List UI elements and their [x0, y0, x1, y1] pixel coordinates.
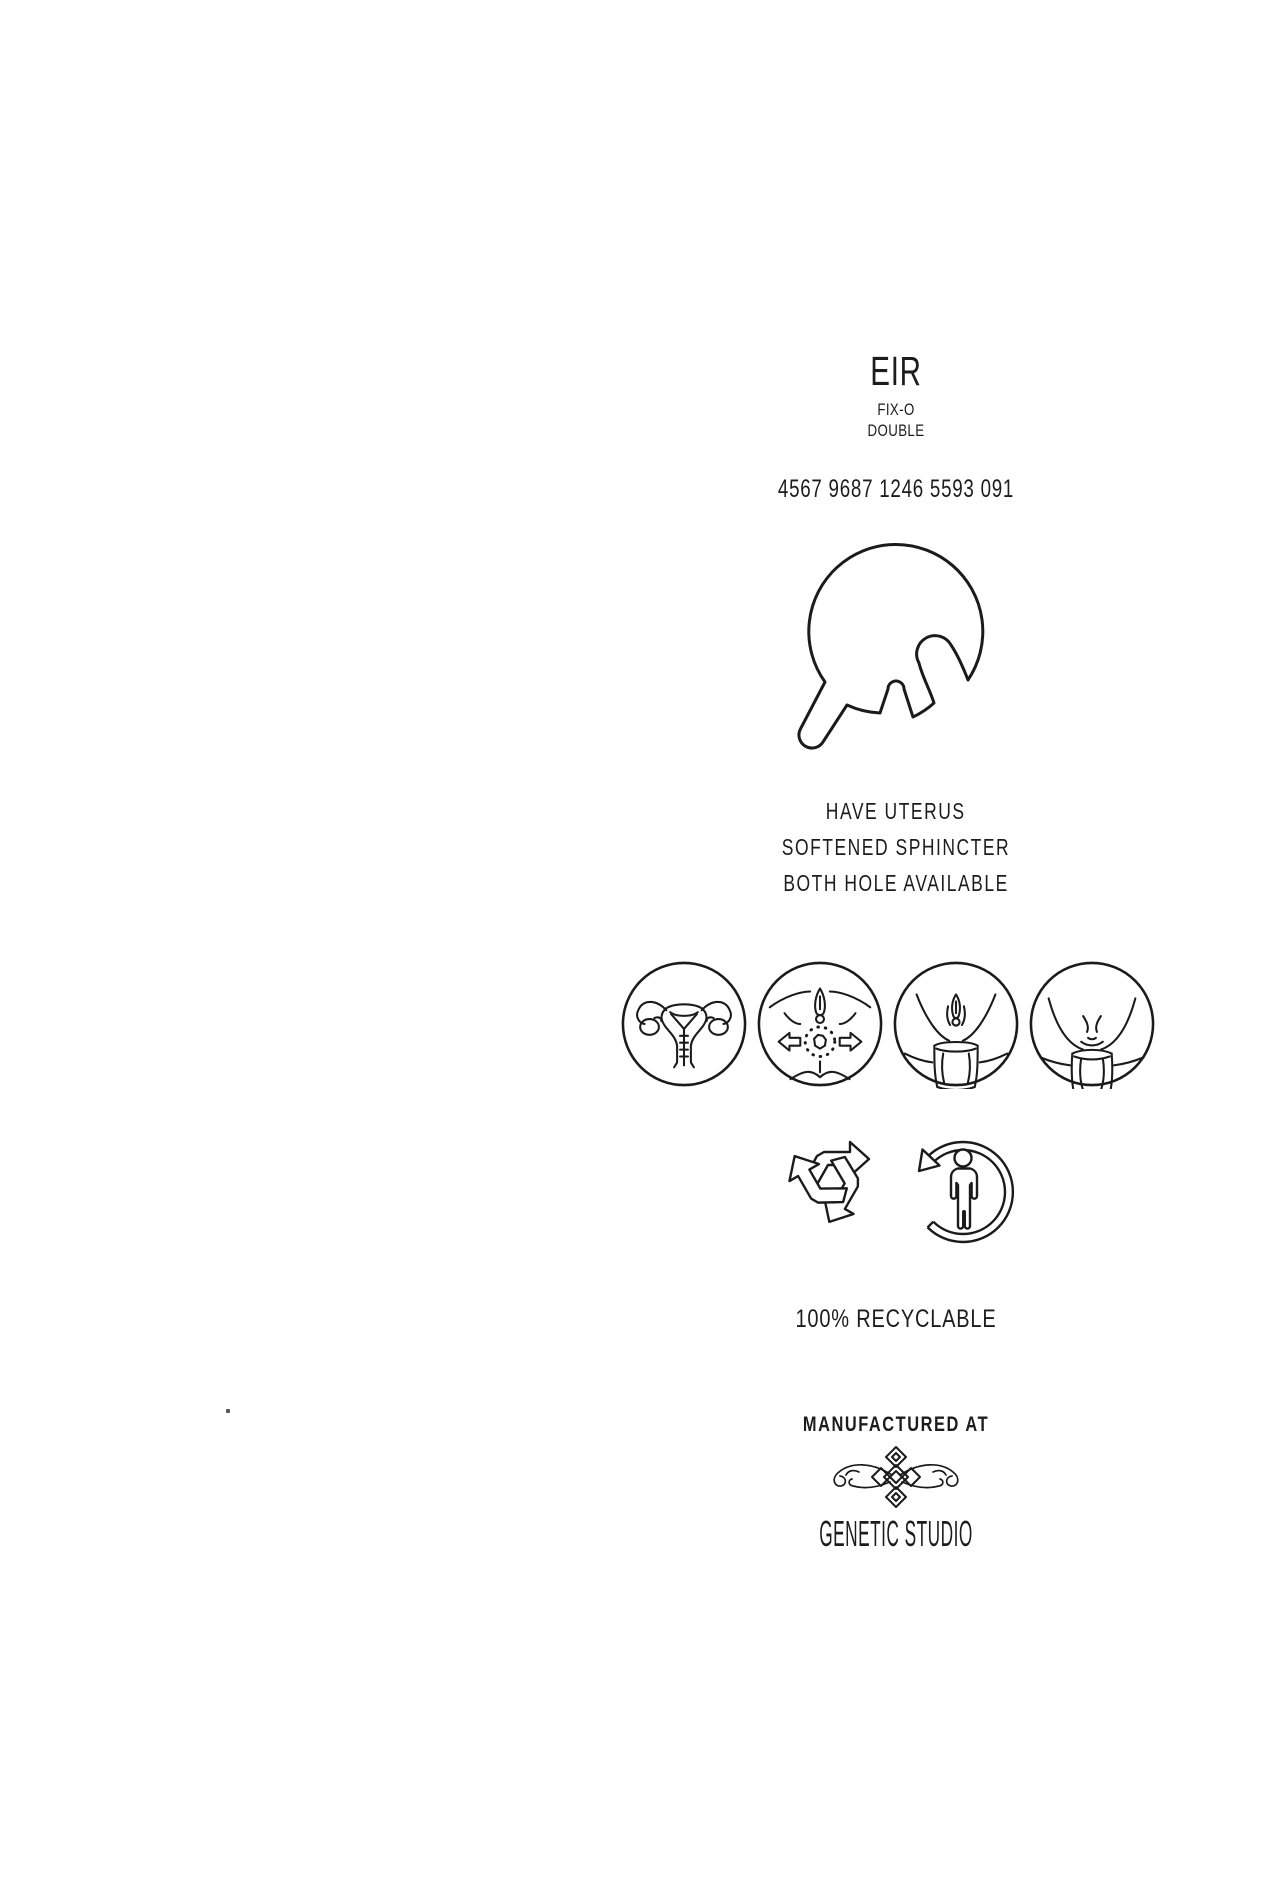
brand-variant-text: DOUBLE [867, 421, 925, 440]
feature-line-2-text: SOFTENED SPHINCTER [781, 834, 1011, 860]
feature-line-1 [746, 793, 1047, 829]
feature-line-2 [746, 829, 1047, 865]
front-hole-container-icon [891, 959, 1021, 1089]
recyclable-text [770, 1304, 1021, 1334]
feature-line-3-text: BOTH HOLE AVAILABLE [783, 870, 1009, 896]
studio-name [736, 1515, 1056, 1553]
brand-name [860, 348, 931, 394]
feature-icon-row [619, 959, 1157, 1089]
brand-model [872, 401, 920, 419]
rear-hole-container-icon [1027, 959, 1157, 1089]
manufactured-at-label [777, 1412, 1016, 1438]
studio-name-text: GENETIC STUDIO [819, 1513, 973, 1554]
serial-number-text: 4567 9687 1246 5593 091 [777, 475, 1015, 503]
serial-number [739, 476, 1054, 502]
feature-line-3 [746, 865, 1047, 901]
human-recyclable-icon [908, 1132, 1018, 1244]
feature-line-1-text: HAVE UTERUS [826, 798, 966, 824]
brand-name-text: EIR [870, 348, 922, 394]
scan-speck [226, 1409, 230, 1413]
knot-flourish-ornament-icon [826, 1445, 966, 1515]
cut-pattern-tag-icon [795, 538, 995, 752]
recyclable-text-value: 100% RECYCLABLE [795, 1305, 997, 1333]
feature-list [746, 793, 1047, 901]
brand-variant [860, 422, 933, 440]
brand-model-text: FIX-O [877, 400, 915, 419]
uterus-icon [619, 959, 749, 1089]
recycle-icon [772, 1130, 890, 1244]
dilation-arrows-icon [755, 959, 885, 1089]
manufactured-at-text: MANUFACTURED AT [802, 1413, 990, 1436]
